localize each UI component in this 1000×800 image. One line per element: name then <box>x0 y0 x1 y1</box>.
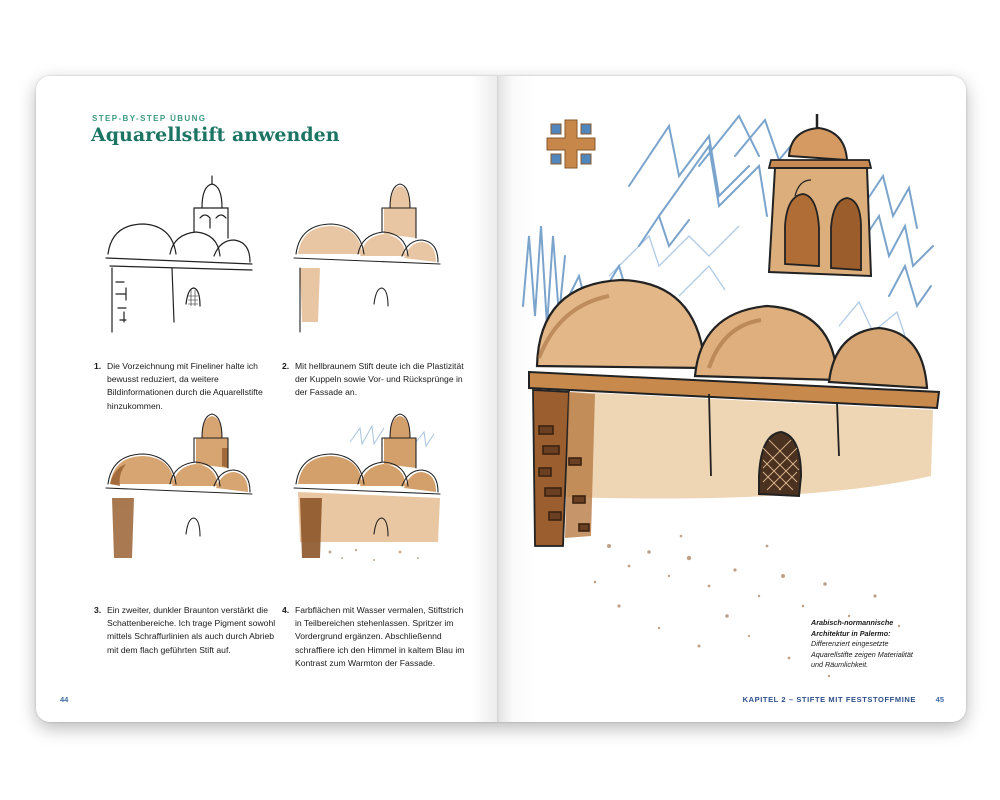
step-3-sketch-image <box>102 402 262 570</box>
step-number: 4. <box>282 605 290 615</box>
step-description: Die Vorzeichnung mit Fineliner halte ich bewusst reduziert, da weitere Bildinformationen durch die Aquarellstifte hinzukommen. <box>107 361 263 411</box>
bell-tower <box>769 114 871 276</box>
step-1-text <box>94 360 278 413</box>
step-2-sketch-image <box>290 172 450 340</box>
cross-ornament <box>547 120 595 168</box>
left-page <box>36 76 499 722</box>
left-page-number: 44 <box>60 695 69 704</box>
right-page-number: 45 <box>935 695 944 704</box>
step-3-text <box>94 604 278 657</box>
step-4-text <box>282 604 466 670</box>
step-description: Farbflächen mit Wasser vermalen, Stiftstrich in Teilbereichen stehenlassen. Spritzer im Vordergrund ergänzen. Abschließennd schraffiere ich den Himmel in kaltem Blau im Kontrast zum Warmton der Fassade. <box>295 605 465 668</box>
open-book-spread <box>36 76 966 722</box>
caption-lead: Arabisch-normannische Architektur in Palermo: <box>811 618 894 638</box>
chapter-running-head: KAPITEL 2 – STIFTE MIT FESTSTOFFMINE <box>742 695 916 704</box>
domes <box>537 280 927 388</box>
caption-text: Differenziert eingesetzte Aquarellstifte zeigen Materialität und Räumlichkeit. <box>811 639 913 670</box>
step-4-sketch-image <box>290 402 450 570</box>
illustration-caption <box>811 618 923 671</box>
step-description: Mit hellbraunem Stift deute ich die Plastizität der Kuppeln sowie Vor- und Rücksprünge in der Fassade an. <box>295 361 464 398</box>
page-title: Aquarellstift anwenden <box>91 124 340 146</box>
step-number: 2. <box>282 361 290 371</box>
step-1-sketch-image <box>102 172 262 340</box>
step-description: Ein zweiter, dunkler Braunton verstärkt die Schattenbereiche. Ich trage Pigment sowohl mittels Schraffurlinien als auch durch Abrieb mit dem flach geführten Stift auf. <box>107 605 276 655</box>
right-page <box>499 76 966 722</box>
section-kicker: STEP-BY-STEP ÜBUNG <box>92 114 207 123</box>
step-2-text <box>282 360 466 400</box>
step-number: 1. <box>94 361 102 371</box>
step-number: 3. <box>94 605 102 615</box>
